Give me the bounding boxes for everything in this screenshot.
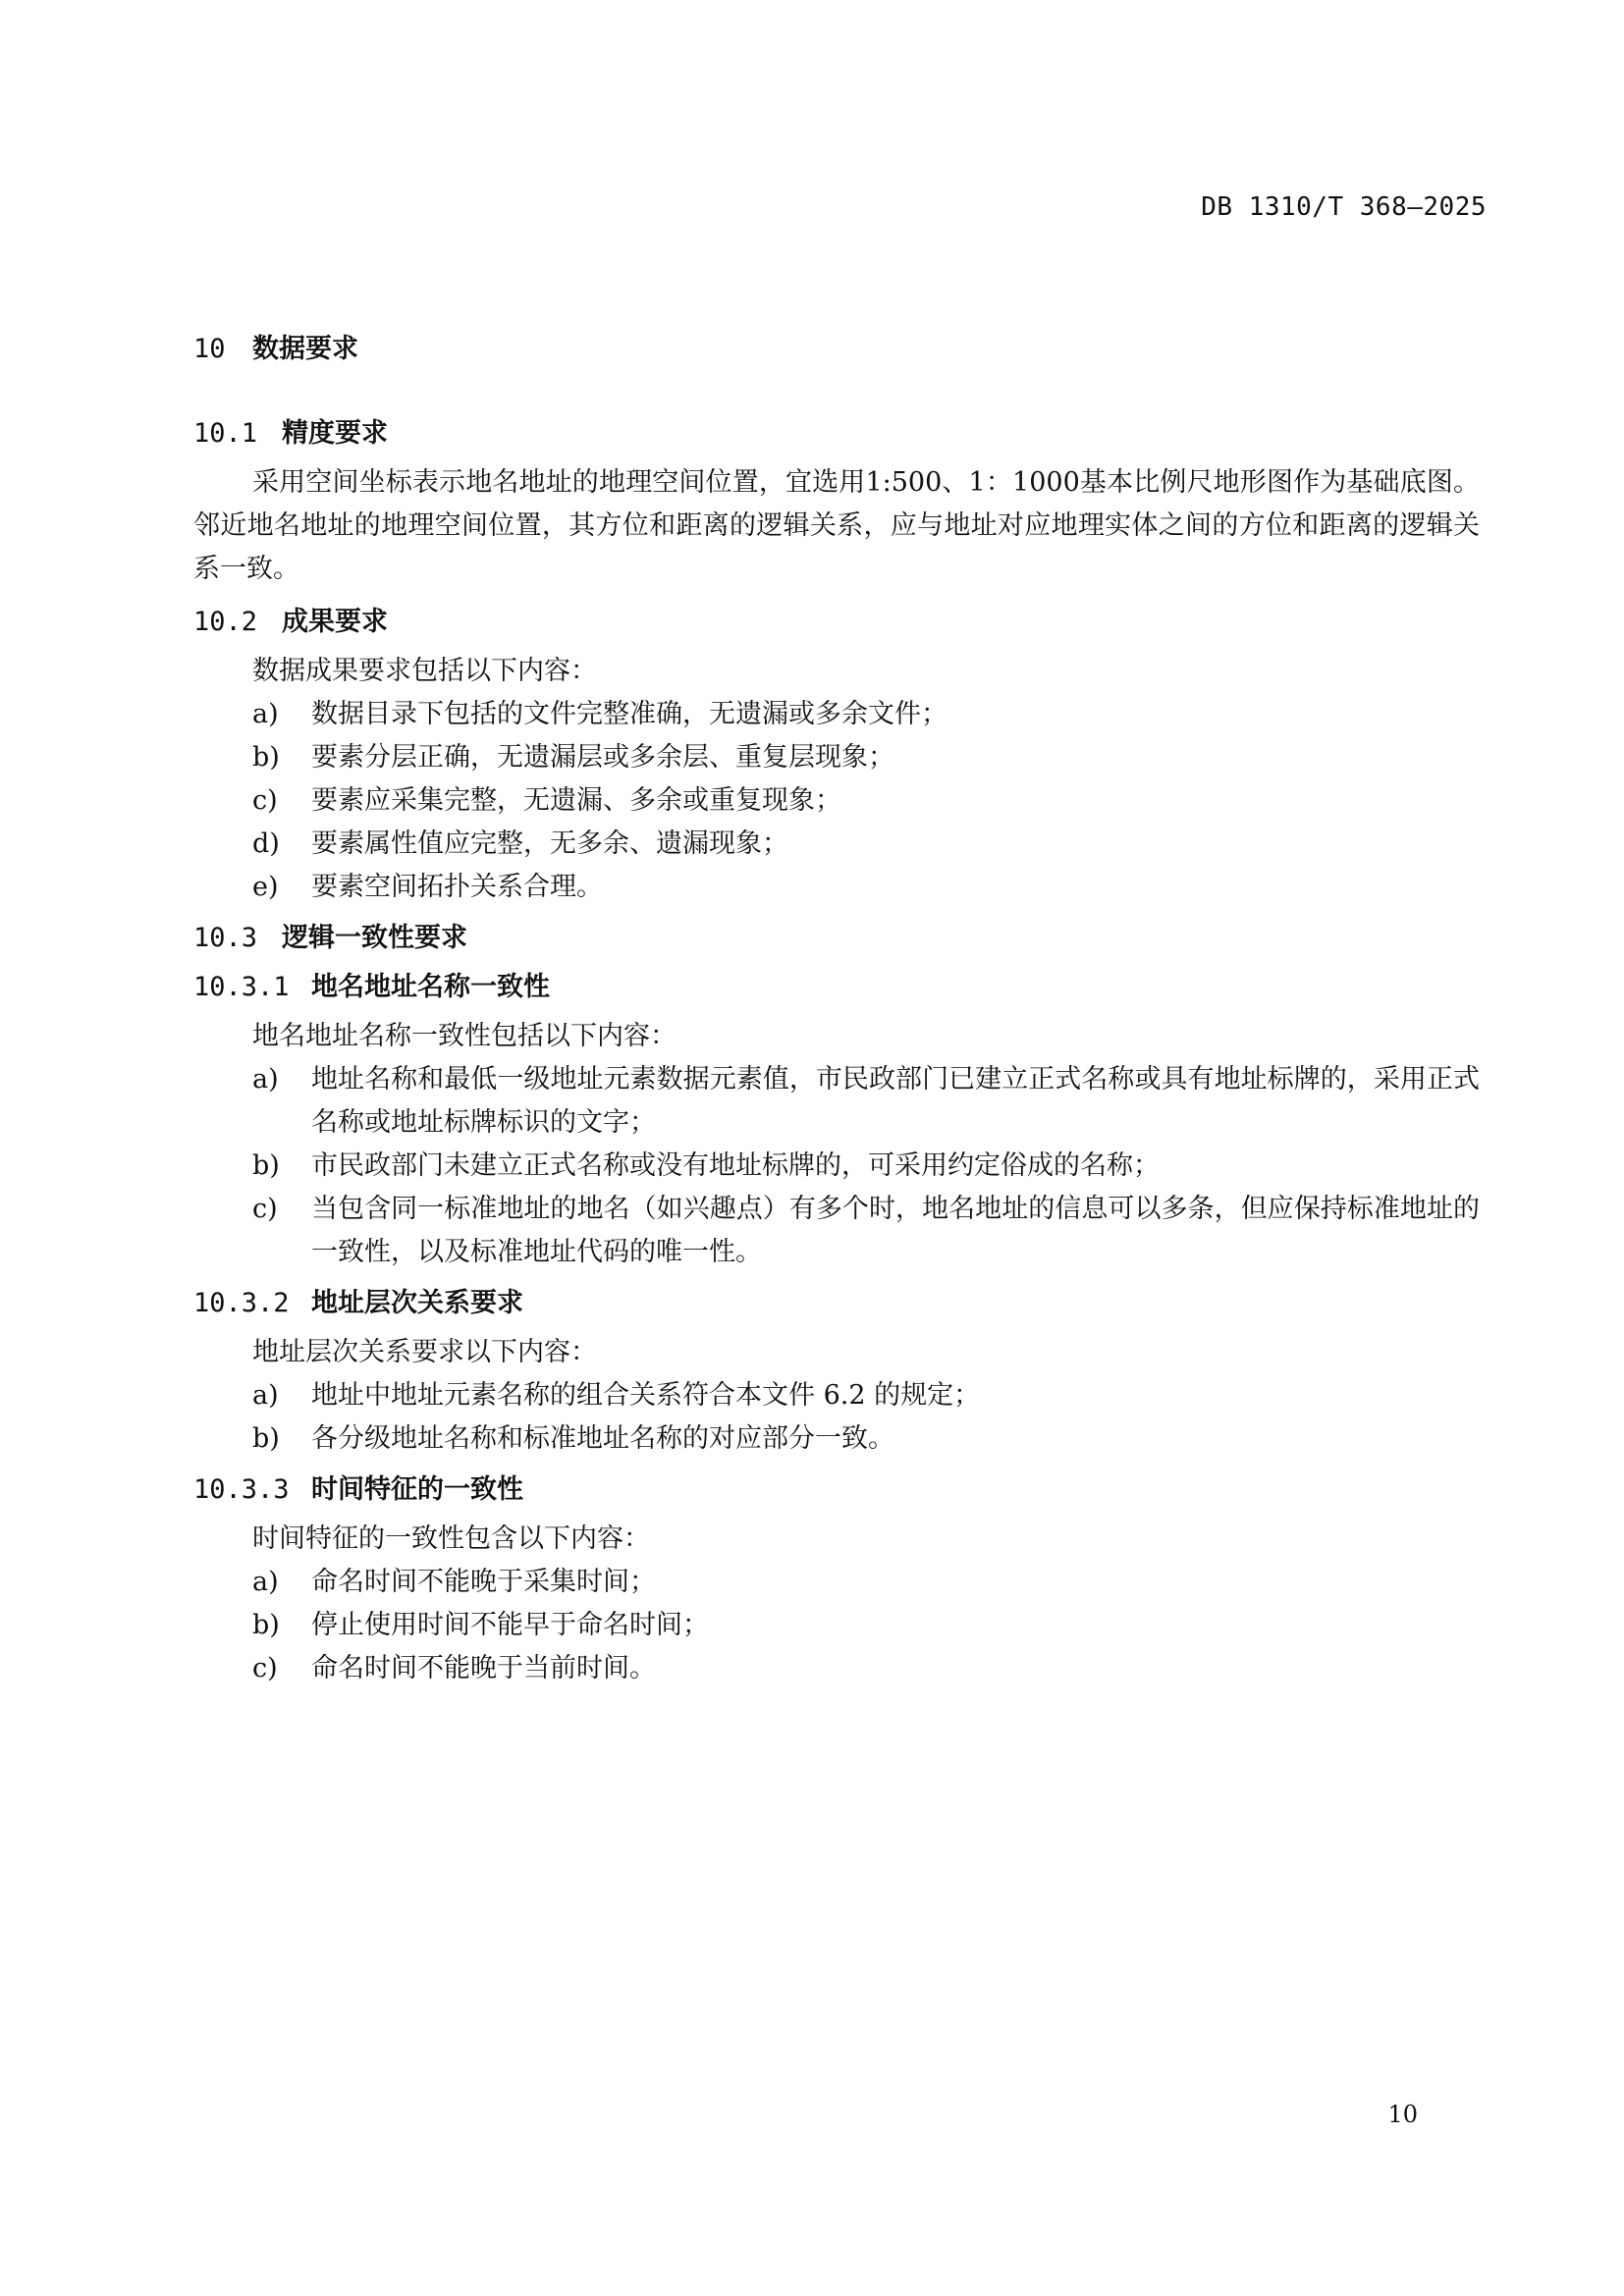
list-item-label: c) [252,1194,278,1224]
list-item [193,736,1480,779]
list-item-text: 当包含同一标准地址的地名（如兴趣点）有多个时，地名地址的信息可以多条，但应保持标准地址的一致性，以及标准地址代码的唯一性。 [311,1194,1480,1267]
list-item [193,1417,1480,1461]
list-item [193,866,1480,909]
list-item [193,1145,1480,1188]
list-item-label: b) [252,742,280,773]
subsection-number: 10.1 [193,418,258,449]
list-item-text: 停止使用时间不能早于命名时间； [311,1610,709,1640]
list-intro: 数据成果要求包括以下内容： [252,656,597,686]
list-item-label: a) [252,699,279,729]
list-item-text: 要素属性值应完整，无多余、遗漏现象； [311,828,788,859]
list-intro: 地址层次关系要求以下内容： [252,1337,597,1367]
subsubsection-title: 时间特征的一致性 [311,1474,523,1505]
list-item [193,1647,1480,1690]
list-item-label: c) [252,1653,278,1683]
list-item [193,1374,1480,1417]
subsection-title: 精度要求 [282,418,388,449]
list-item-text: 各分级地址名称和标准地址名称的对应部分一致。 [311,1423,894,1454]
list-item-text: 要素应采集完整，无遗漏、多余或重复现象； [311,785,841,816]
list-item-text: 市民政部门未建立正式名称或没有地址标牌的，可采用约定俗成的名称； [311,1150,1160,1181]
list-item-label: b) [252,1150,280,1181]
subsection-number: 10.3 [193,923,258,953]
subsubsection-heading [193,1282,1480,1325]
section-heading [193,328,1480,371]
list-item-text: 命名时间不能晚于当前时间。 [311,1653,656,1683]
list-item-label: c) [252,785,278,816]
list-item [193,1188,1480,1274]
subsection-title: 成果要求 [282,607,388,637]
body-paragraph: 采用空间坐标表示地名地址的地理空间位置，宜选用1:500、1：1000基本比例尺地形图作为基础底图。邻近地名地址的地理空间位置，其方位和距离的逻辑关系，应与地址对应地理实体之间的方位和距离的逻辑关系一致。 [193,467,1480,584]
list-item-text: 要素分层正确，无遗漏层或多余层、重复层现象； [311,742,894,773]
list-item-text: 地址中地址元素名称的组合关系符合本文件 6.2 的规定； [311,1380,981,1411]
page-number: 10 [1387,2101,1418,2128]
subsection-heading [193,917,1480,960]
subsubsection-heading [193,1468,1480,1512]
list-item [193,779,1480,823]
list-item-label: e) [252,872,279,902]
list-item-label: b) [252,1423,280,1454]
subsection-title: 逻辑一致性要求 [282,923,467,953]
subsubsection-title: 地名地址名称一致性 [311,972,550,1002]
section-title: 数据要求 [252,334,358,364]
list-item-text: 地址名称和最低一级地址元素数据元素值，市民政部门已建立正式名称或具有地址标牌的，采用正式名称或地址标牌标识的文字； [311,1064,1480,1138]
list-item-label: a) [252,1064,279,1095]
section-number: 10 [193,334,226,364]
list-item-label: d) [252,828,280,859]
subsubsection-heading [193,966,1480,1009]
list-item [193,823,1480,866]
list-item [193,1604,1480,1647]
list-group [193,1518,1480,1690]
list-item-label: a) [252,1380,279,1411]
list-item [193,1561,1480,1604]
list-group [193,650,1480,909]
list-item [193,1058,1480,1145]
list-group [193,1015,1480,1274]
subsection-heading [193,601,1480,644]
list-intro: 时间特征的一致性包含以下内容： [252,1523,650,1554]
document-code: DB 1310/T 368—2025 [1201,192,1487,222]
list-group [193,1331,1480,1461]
subsubsection-number: 10.3.3 [193,1474,290,1505]
list-item-text: 要素空间拓扑关系合理。 [311,872,603,902]
subsubsection-number: 10.3.1 [193,972,290,1002]
list-item-text: 数据目录下包括的文件完整准确，无遗漏或多余文件； [311,699,947,729]
subsubsection-number: 10.3.2 [193,1288,290,1318]
list-item-label: b) [252,1610,280,1640]
page-content [193,328,1480,1698]
subsubsection-title: 地址层次关系要求 [311,1288,523,1318]
list-item [193,693,1480,736]
list-intro: 地名地址名称一致性包括以下内容： [252,1021,677,1051]
subsection-number: 10.2 [193,607,258,637]
list-item-text: 命名时间不能晚于采集时间； [311,1567,656,1597]
list-item-label: a) [252,1567,279,1597]
subsection-heading [193,412,1480,455]
